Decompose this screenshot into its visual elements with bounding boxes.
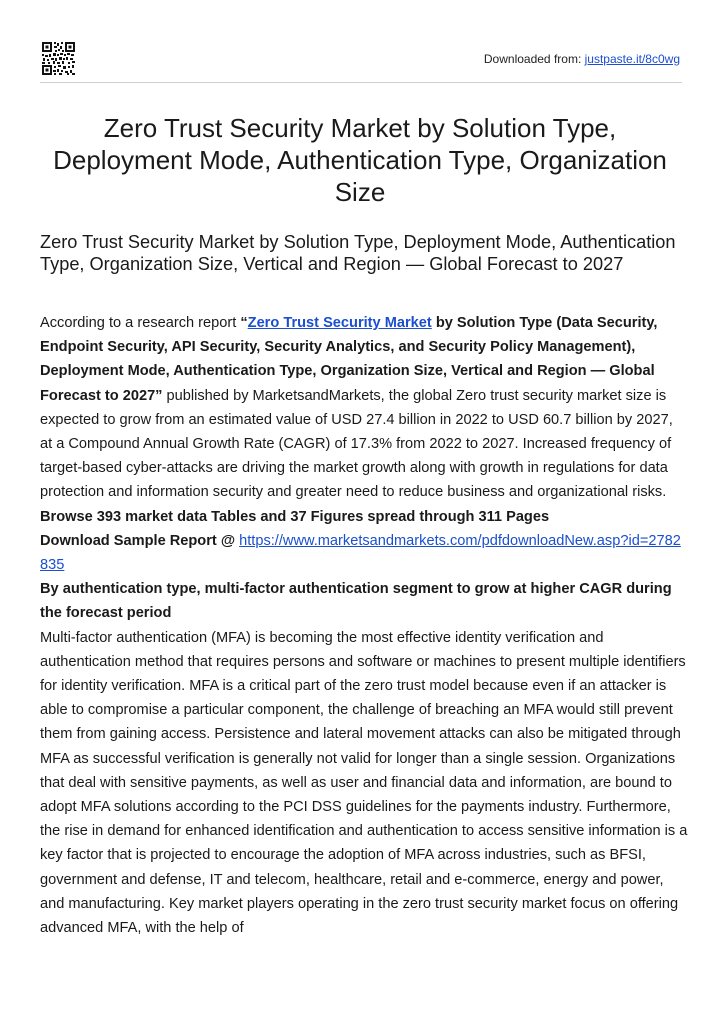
document-title: Zero Trust Security Market by Solution Type, Deployment Mode, Authentication Type, Organization Size bbox=[53, 113, 667, 207]
report-link[interactable] bbox=[248, 315, 432, 331]
browse-line bbox=[40, 505, 688, 529]
mfa-paragraph: Multi-factor authentication (MFA) is becoming the most effective identity verification and authentication method that requires persons and software or machines to present multiple identifiers for identity verification. MFA is a critical part of the zero trust model because even if an attacker is able to compromise a particular component, the challenge of breaching an MFA would still prevent them from gaining access. Persistence and lateral movement attacks can also be mitigated through MFA as successful verification is generally not valid for longer than a single session. Organizations that deal with sensitive payments, as well as user and financial data and information, are bound to adopt MFA solutions according to the PCI DSS guidelines for the payments industry. Furthermore, the rise in demand for enhanced identification and authentication to access sensitive information is a key factor that is projected to encourage the adoption of MFA across industries, such as BFSI, government and defense, IT and telecom, healthcare, retail and e-commerce, energy and power, and manufacturing. Key market players operating in the zero trust security market focus on offering advanced MFA, with the help of bbox=[40, 629, 688, 937]
qr-code-icon bbox=[42, 42, 75, 75]
document-subtitle: Zero Trust Security Market by Solution Type, Deployment Mode, Authentication Type, Organization Size, Vertical and Region — Global Forecast to 2027 bbox=[40, 232, 676, 274]
header-divider bbox=[40, 82, 682, 83]
intro-lead: According to a research report bbox=[40, 315, 241, 331]
report-title-rest: by Solution Type (Data Security, Endpoint Security, API Security, Security Analytics, and Security Policy Management), Deployment Mode, Authentication Type, Organization Size, Vertical and Region — Global Forecast to 2027” bbox=[40, 315, 658, 404]
intro-paragraph bbox=[40, 311, 688, 505]
justpaste-link[interactable]: justpaste.it/8c0wg bbox=[584, 52, 680, 66]
downloaded-from bbox=[484, 52, 680, 66]
document-body bbox=[40, 311, 688, 940]
section-heading-text: By authentication type, multi-factor authentication segment to grow at higher CAGR during the forecast period bbox=[40, 581, 672, 622]
downloaded-from-label: Downloaded from: bbox=[483, 52, 585, 66]
sample-line bbox=[40, 529, 688, 577]
report-link-label: Zero Trust Security Market bbox=[247, 315, 432, 331]
section-heading bbox=[40, 577, 688, 625]
sample-report-link[interactable]: https://www.marketsandmarkets.com/pdfdownloadNew.asp?id=2782835 bbox=[40, 532, 681, 574]
intro-text: published by MarketsandMarkets, the global Zero trust security market size is expected to grow from an estimated value of USD 27.4 billion in 2022 to USD 60.7 billion by 2027, at a Compound Annual Growth Rate (CAGR) of 17.3% from 2022 to 2027. Increased frequency of target-based cyber-attacks are driving the market growth along with growth in regulations for data protection and information security and greater need to reduce business and organizational risks. bbox=[40, 387, 673, 501]
sample-label: Download Sample Report @ bbox=[40, 532, 240, 549]
browse-text: Browse 393 market data Tables and 37 Figures spread through 311 Pages bbox=[40, 508, 550, 525]
report-quote-open: “ bbox=[240, 315, 248, 331]
